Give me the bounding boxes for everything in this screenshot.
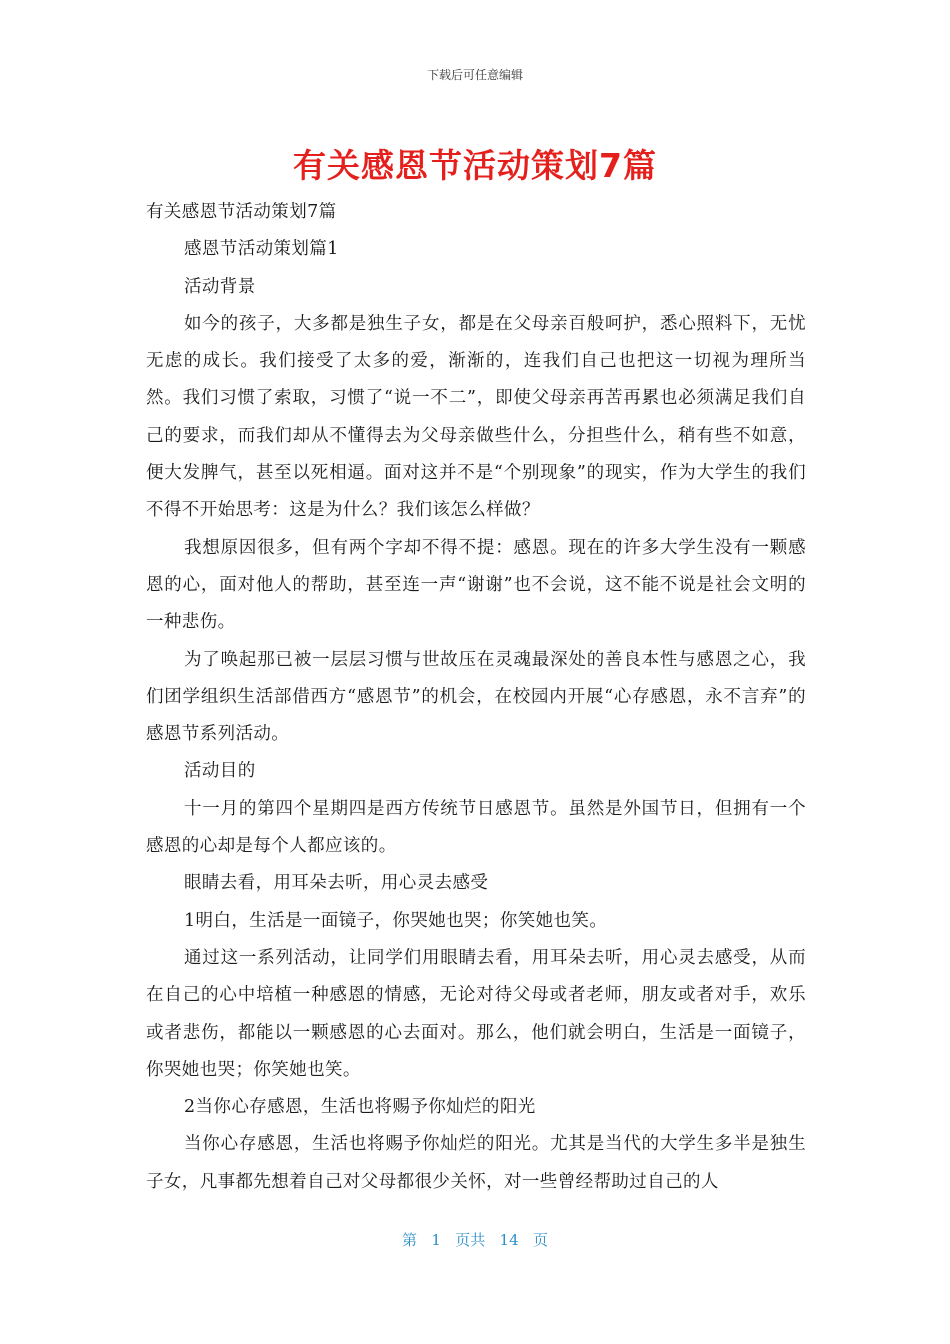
footer-prefix: 第	[402, 1231, 418, 1249]
footer-middle: 页共	[455, 1231, 486, 1249]
body-paragraph: 十一月的第四个星期四是西方传统节日感恩节。虽然是外国节日，但拥有一个感恩的心却是每个人都应该的。	[146, 798, 806, 857]
body-paragraph: 感恩节活动策划篇1	[184, 239, 339, 260]
footer-suffix: 页	[532, 1231, 548, 1249]
body-paragraph: 为了唤起那已被一层层习惯与世故压在灵魂最深处的善良本性与感恩之心，我们团学组织生活部借西方“感恩节”的机会，在校园内开展“心存感恩，永不言弃”的感恩节系列活动。	[146, 649, 806, 745]
footer-total-pages: 14	[499, 1231, 519, 1249]
body-paragraph: 1明白，生活是一面镜子，你哭她也哭；你笑她也笑。	[184, 910, 608, 931]
page-footer	[0, 1229, 950, 1250]
body-paragraph: 如今的孩子，大多都是独生子女，都是在父母亲百般呵护，悉心照料下，无忧无虑的成长。我们接受了太多的爱，渐渐的，连我们自己也把这一切视为理所当然。我们习惯了索取，习惯了“说一不二”，即使父母亲再苦再累也必须满足我们自己的要求，而我们却从不懂得去为父母亲做些什么，分担些什么，稍有些不如意，便大发脾气，甚至以死相逼。面对这并不是“个别现象”的现实，作为大学生的我们不得不开始思考：这是为什么？我们该怎么样做？	[146, 313, 806, 521]
footer-page-number: 1	[431, 1231, 441, 1249]
document-title: 有关感恩节活动策划7篇	[293, 146, 657, 185]
body-paragraph: 通过这一系列活动，让同学们用眼睛去看，用耳朵去听，用心灵去感受，从而在自己的心中培植一种感恩的情感，无论对待父母或者老师，朋友或者对手，欢乐或者悲伤，都能以一颗感恩的心去面对。那么，他们就会明白，生活是一面镜子，你哭她也哭；你笑她也笑。	[146, 947, 806, 1080]
body-paragraph: 2当你心存感恩，生活也将赐予你灿烂的阳光	[184, 1097, 536, 1118]
body-paragraph: 活动背景	[184, 276, 256, 297]
body-paragraph: 眼睛去看，用耳朵去听，用心灵去感受	[184, 873, 489, 894]
document-body	[146, 194, 806, 1201]
body-paragraph: 当你心存感恩，生活也将赐予你灿烂的阳光。尤其是当代的大学生多半是独生子女，凡事都先想着自己对父母都很少关怀，对一些曾经帮助过自己的人	[146, 1134, 806, 1192]
body-paragraph: 活动目的	[184, 761, 256, 782]
body-paragraph: 有关感恩节活动策划7篇	[146, 202, 337, 222]
header-note: 下载后可任意编辑	[426, 68, 523, 82]
body-paragraph: 我想原因很多，但有两个字却不得不提：感恩。现在的许多大学生没有一颗感恩的心，面对他人的帮助，甚至连一声“谢谢”也不会说，这不能不说是社会文明的一种悲伤。	[146, 537, 806, 633]
